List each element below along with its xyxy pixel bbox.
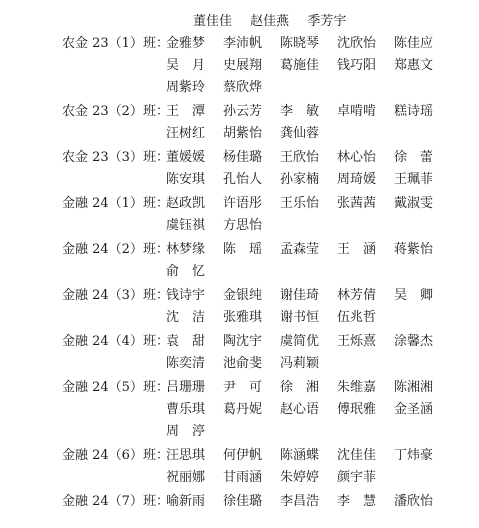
student-name: 王珮菲 bbox=[394, 172, 434, 187]
student-name: 林心怡 bbox=[337, 150, 377, 165]
student-name: 陈佳应 bbox=[394, 36, 434, 51]
class-label: 金融 24（2）班： bbox=[62, 242, 169, 257]
student-name: 陈安琪 bbox=[166, 172, 206, 187]
class-label: 金融 24（6）班： bbox=[62, 448, 169, 463]
class-label: 农金 23（3）班： bbox=[62, 150, 169, 165]
student-name: 陈湘湘 bbox=[394, 380, 434, 395]
student-name: 金银纯 bbox=[223, 288, 263, 303]
student-name: 李 慧 bbox=[337, 494, 377, 509]
student-name: 杨佳璐 bbox=[223, 150, 263, 165]
student-name: 徐佳璐 bbox=[223, 494, 263, 509]
student-name: 陈奕清 bbox=[166, 356, 206, 371]
student-name: 徐 蕾 bbox=[394, 150, 434, 165]
student-name: 郑惠文 bbox=[394, 58, 434, 73]
student-name: 金雅梦 bbox=[166, 36, 206, 51]
student-name: 沈 洁 bbox=[166, 310, 206, 325]
student-name: 朱婷婷 bbox=[280, 470, 320, 485]
student-name: 张雅琪 bbox=[223, 310, 263, 325]
student-name: 沈欣怡 bbox=[337, 36, 377, 51]
student-name: 林芳倩 bbox=[337, 288, 377, 303]
student-name: 王 涵 bbox=[337, 242, 377, 257]
student-name: 汪树红 bbox=[166, 126, 206, 141]
student-name: 吕珊珊 bbox=[166, 380, 206, 395]
class-label: 金融 24（7）班： bbox=[62, 494, 169, 509]
class-label: 金融 24（4）班： bbox=[62, 334, 169, 349]
student-name: 王乐怡 bbox=[280, 196, 320, 211]
student-name: 陶沈宇 bbox=[223, 334, 263, 349]
student-name: 陈晓琴 bbox=[280, 36, 320, 51]
student-name: 周琦媛 bbox=[337, 172, 377, 187]
student-name: 池俞斐 bbox=[223, 356, 263, 371]
student-name: 孙家楠 bbox=[280, 172, 320, 187]
student-name: 冯莉颖 bbox=[280, 356, 320, 371]
student-name: 林梦缘 bbox=[166, 242, 206, 257]
student-name: 龚仙蓉 bbox=[280, 126, 320, 141]
student-name: 何伊帆 bbox=[223, 448, 263, 463]
student-name: 甘雨涵 bbox=[223, 470, 263, 485]
class-label: 金融 24（3）班： bbox=[62, 288, 169, 303]
student-name: 葛施佳 bbox=[280, 58, 320, 73]
student-name: 袁 甜 bbox=[166, 334, 206, 349]
student-name: 王欣怡 bbox=[280, 150, 320, 165]
student-name: 周 渟 bbox=[166, 424, 206, 439]
student-name: 涂馨杰 bbox=[394, 334, 434, 349]
student-name: 吴 月 bbox=[166, 58, 206, 73]
header-name: 董佳佳 bbox=[193, 14, 233, 29]
student-name: 徐 湘 bbox=[280, 380, 320, 395]
student-name: 王 潭 bbox=[166, 104, 206, 119]
student-name: 张茜茜 bbox=[337, 196, 377, 211]
class-label: 农金 23（2）班： bbox=[62, 104, 169, 119]
student-name: 许语彤 bbox=[223, 196, 263, 211]
student-name: 董媛媛 bbox=[166, 150, 206, 165]
student-name: 葛丹妮 bbox=[223, 402, 263, 417]
student-name: 陈涵蝶 bbox=[280, 448, 320, 463]
student-name: 孟森莹 bbox=[280, 242, 320, 257]
student-name: 蔡欣烨 bbox=[223, 80, 263, 95]
student-name: 孔怡人 bbox=[223, 172, 263, 187]
student-name: 曹乐琪 bbox=[166, 402, 206, 417]
student-name: 糕诗瑶 bbox=[394, 104, 434, 119]
student-name: 喻新雨 bbox=[166, 494, 206, 509]
header-name: 赵佳燕 bbox=[250, 14, 290, 29]
student-name: 赵政凯 bbox=[166, 196, 206, 211]
student-name: 尹 可 bbox=[223, 380, 263, 395]
student-name: 李沛帆 bbox=[223, 36, 263, 51]
student-name: 赵心语 bbox=[280, 402, 320, 417]
student-name: 朱维嘉 bbox=[337, 380, 377, 395]
class-label: 农金 23（1）班： bbox=[62, 36, 169, 51]
class-label: 金融 24（5）班： bbox=[62, 380, 169, 395]
student-name: 钱巧阳 bbox=[337, 58, 377, 73]
student-name: 沈佳佳 bbox=[337, 448, 377, 463]
student-name: 谢佳琦 bbox=[280, 288, 320, 303]
student-name: 虞简优 bbox=[280, 334, 320, 349]
student-name: 卓啃啃 bbox=[337, 104, 377, 119]
student-name: 方思怡 bbox=[223, 218, 263, 233]
student-name: 丁炜豪 bbox=[394, 448, 434, 463]
header-names bbox=[193, 10, 360, 29]
student-name: 胡紫怡 bbox=[223, 126, 263, 141]
class-label: 金融 24（1）班： bbox=[62, 196, 169, 211]
student-name: 史展翔 bbox=[223, 58, 263, 73]
student-name: 傅珉雅 bbox=[337, 402, 377, 417]
student-name: 李昌浩 bbox=[280, 494, 320, 509]
student-name: 孙云芳 bbox=[223, 104, 263, 119]
student-name: 戴淑雯 bbox=[394, 196, 434, 211]
student-name: 周紫玲 bbox=[166, 80, 206, 95]
student-name: 俞 忆 bbox=[166, 264, 206, 279]
student-name: 汪思琪 bbox=[166, 448, 206, 463]
student-name: 虞钰祺 bbox=[166, 218, 206, 233]
student-name: 陈 瑶 bbox=[223, 242, 263, 257]
student-name: 伍兆哲 bbox=[337, 310, 377, 325]
student-name: 金圣涵 bbox=[394, 402, 434, 417]
student-name: 谢书恒 bbox=[280, 310, 320, 325]
student-name: 李 敏 bbox=[280, 104, 320, 119]
student-name: 钱诗宇 bbox=[166, 288, 206, 303]
student-name: 颜宇菲 bbox=[337, 470, 377, 485]
student-name: 潘欣怡 bbox=[394, 494, 434, 509]
student-name: 蒋紫怡 bbox=[394, 242, 434, 257]
student-name: 吴 卿 bbox=[394, 288, 434, 303]
student-name: 祝丽娜 bbox=[166, 470, 206, 485]
header-name: 季芳宇 bbox=[307, 14, 347, 29]
student-name: 王烁熹 bbox=[337, 334, 377, 349]
